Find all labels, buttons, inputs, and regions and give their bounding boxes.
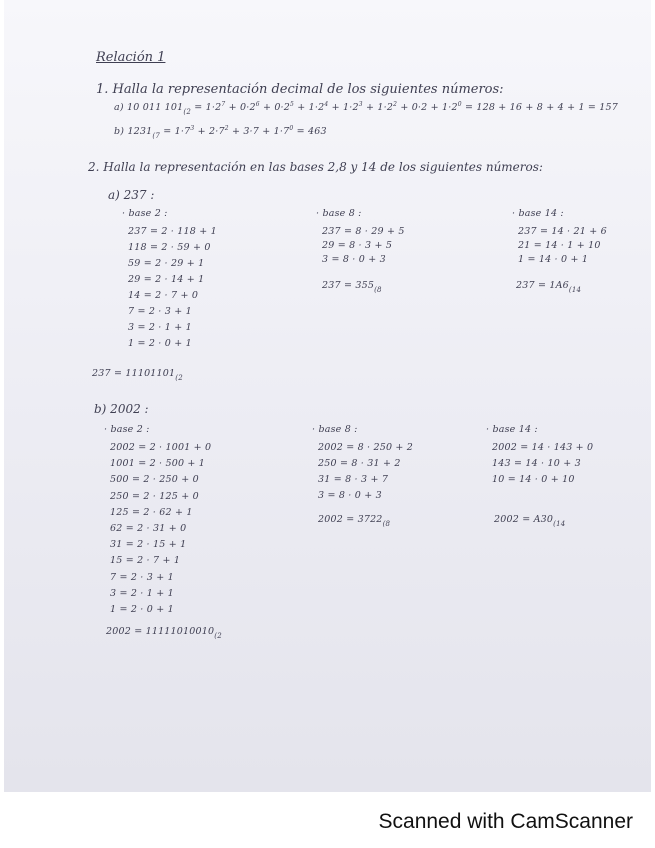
- conversion-result-value: 2002 = 11111010010: [106, 626, 215, 637]
- q1b-base: (7: [152, 132, 161, 140]
- conversion-result-value: 237 = 355: [322, 280, 375, 291]
- conversion-row: 14 = 2 · 7 + 0: [128, 290, 199, 301]
- conversion-row: 143 = 14 · 10 + 3: [492, 458, 581, 469]
- conversion-row: 3 = 8 · 0 + 3: [322, 254, 386, 265]
- conversion-row: 3 = 2 · 1 + 1: [110, 587, 174, 599]
- q1b-expression: = $1\cdot 7^3 + 2\cdot 7^2 + 3\cdot 7 + 1\cdot 7^0 = 463$: [163, 125, 327, 137]
- conversion-result-base: (14: [553, 520, 566, 528]
- conversion-row: 7 = 2 · 3 + 1: [110, 571, 174, 583]
- conversion-row: 3 = 2 · 1 + 1: [128, 322, 192, 333]
- conversion-row: 21 = 14 · 1 + 10: [518, 240, 601, 251]
- conversion-row: 237 = 2 · 118 + 1: [128, 226, 217, 237]
- conversion-row: 2002 = 2 · 1001 + 0: [110, 442, 212, 453]
- conversion-base-title: · base 2 :: [122, 208, 168, 219]
- conversion-row: 2002 = 14 · 143 + 0: [492, 442, 594, 453]
- conversion-row: 29 = 8 · 3 + 5: [322, 240, 393, 251]
- q2a-label: a) 237 :: [108, 188, 155, 202]
- conversion-row: 250 = 2 · 125 + 0: [110, 490, 199, 502]
- camscanner-footer: [0, 792, 655, 848]
- conversion-row: 2002 = 8 · 250 + 2: [318, 442, 414, 453]
- q1a-base: (2: [183, 108, 192, 116]
- conversion-row: 62 = 2 · 31 + 0: [110, 523, 187, 534]
- page-title: Relación 1: [96, 50, 166, 65]
- conversion-row: 10 = 14 · 0 + 10: [492, 474, 575, 485]
- conversion-result-base: (2: [214, 632, 222, 640]
- conversion-row: 118 = 2 · 59 + 0: [128, 242, 211, 253]
- conversion-row: 1 = 2 · 0 + 1: [128, 338, 192, 349]
- conversion-row: 500 = 2 · 250 + 0: [110, 474, 199, 486]
- conversion-base-title: · base 14 :: [486, 424, 538, 435]
- conversion-row: 29 = 2 · 14 + 1: [128, 274, 205, 285]
- conversion-row: 250 = 8 · 31 + 2: [318, 458, 401, 469]
- conversion-result: [494, 514, 566, 528]
- conversion-base-title: · base 8 :: [316, 208, 362, 219]
- conversion-result: [318, 514, 391, 528]
- q2b-label: b) 2002 :: [94, 402, 149, 416]
- conversion-result: [322, 280, 382, 294]
- conversion-result-value: 237 = 1A6: [516, 280, 569, 291]
- q1b-number: 1231: [127, 126, 153, 137]
- conversion-base-title: · base 2 :: [104, 424, 150, 435]
- conversion-result-base: (8: [382, 520, 391, 528]
- conversion-result: [106, 626, 222, 640]
- conversion-row: 1001 = 2 · 500 + 1: [110, 458, 206, 470]
- conversion-result-value: 2002 = 3722: [318, 514, 383, 525]
- conversion-row: 237 = 14 · 21 + 6: [518, 226, 607, 237]
- conversion-result: [92, 368, 183, 382]
- q1-heading: 1. Halla la representación decimal de los siguientes números:: [96, 82, 504, 97]
- conversion-result-base: (2: [175, 374, 183, 382]
- q1a-number: 10 011 101: [127, 102, 184, 113]
- conversion-result-base: (14: [568, 286, 582, 294]
- conversion-row: 1 = 14 · 0 + 1: [518, 254, 589, 265]
- conversion-row: 1 = 2 · 0 + 1: [110, 604, 174, 615]
- q1a-label: a): [114, 102, 124, 113]
- conversion-row: 7 = 2 · 3 + 1: [128, 306, 192, 317]
- q2-heading: 2. Halla la representación en las bases 2,8 y 14 de los siguientes números:: [88, 160, 543, 174]
- conversion-row: 125 = 2 · 62 + 1: [110, 506, 193, 518]
- conversion-result: [516, 280, 582, 294]
- conversion-row: 15 = 2 · 7 + 1: [110, 555, 181, 567]
- conversion-row: 31 = 8 · 3 + 7: [318, 474, 389, 485]
- q1b-line: [114, 125, 327, 140]
- q1a-expression: = $1\cdot 2^7 + 0\cdot 2^6 + 0\cdot 2^5 + 1\cdot 2^4 + 1\cdot 2^3 + 1\cdot 2^2 + 0\cdot 2 + 1\cdot 2^0 = 128 + 16 + 8 + 4 + 1 = 157$: [194, 101, 619, 113]
- conversion-row: 59 = 2 · 29 + 1: [128, 258, 205, 269]
- q1b-label: b): [114, 126, 125, 137]
- conversion-result-value: 2002 = A30: [494, 514, 554, 525]
- conversion-result-value: 237 = 11101101: [92, 368, 176, 379]
- conversion-base-title: · base 14 :: [512, 208, 564, 219]
- conversion-base-title: · base 8 :: [312, 424, 358, 435]
- conversion-row: 31 = 2 · 15 + 1: [110, 539, 187, 551]
- scanned-page: [4, 0, 651, 792]
- conversion-result-base: (8: [374, 286, 382, 294]
- conversion-row: 3 = 8 · 0 + 3: [318, 490, 382, 501]
- footer-text: Scanned with CamScanner: [378, 810, 633, 833]
- q1a-line: [114, 101, 619, 116]
- conversion-row: 237 = 8 · 29 + 5: [322, 226, 405, 237]
